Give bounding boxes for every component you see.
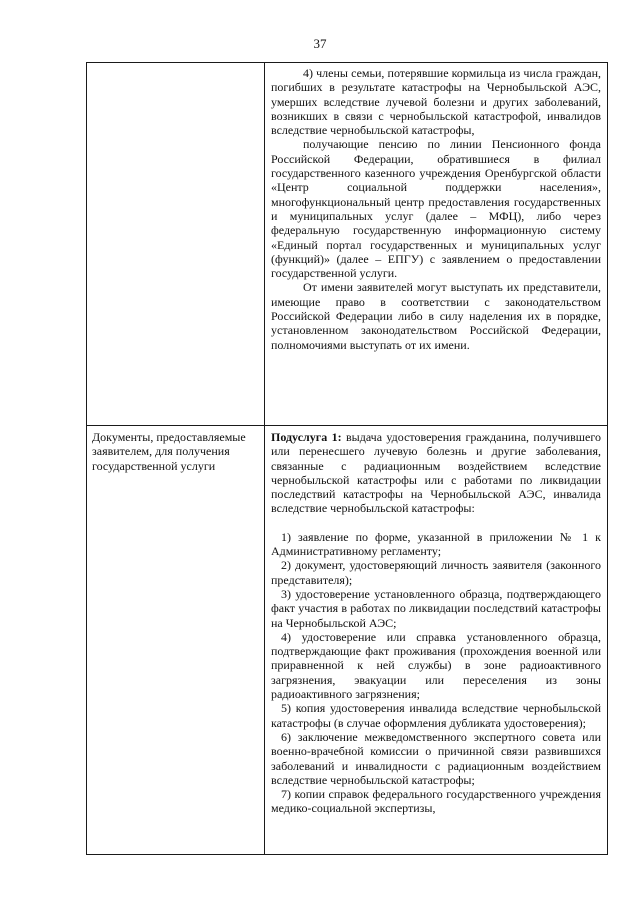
subservice-heading	[271, 430, 601, 516]
list-item: 1) заявление по форме, указанной в приложении № 1 к Административному регламенту;	[271, 529, 601, 559]
subservice-label: Подуслуга 1:	[271, 430, 342, 444]
representatives-paragraph: От имени заявителей могут выступать их представители, имеющие право в соответствии с законодательством Российской Федерации либо в силу наделения их в порядке, установленном законодательством Российской Федерации, полномочиями выступать от их имени.	[271, 280, 601, 352]
list-item: 2) документ, удостоверяющий личность заявителя (законного представителя);	[271, 558, 601, 587]
table-row	[87, 426, 608, 855]
page-number: 37	[313, 36, 327, 51]
applicants-paragraph: 4) члены семьи, потерявшие кормильца из числа граждан, погибших в результате катастрофы на Чернобыльской АЭС, умерших вследствие лучевой болезни и других заболеваний, возникших в связи с чернобыльской катастрофой, инвалидов вследствие чернобыльской катастрофы,	[271, 66, 601, 138]
list-item: 4) удостоверение или справка установленного образца, подтверждающие факт проживания (прохождения военной или приравненной к ней службы) в зоне радиоактивного загрязнения, эвакуации или переселения из зоны радиоактивного загрязнения;	[271, 629, 601, 702]
regulation-table	[86, 62, 608, 855]
list-item: 5) копия удостоверения инвалида вследствие чернобыльской катастрофы (в случае оформления дубликата удостоверения);	[271, 701, 601, 730]
documents-label: Документы, предоставляемые заявителем, для получения государственной услуги	[87, 426, 265, 855]
table-row	[87, 63, 608, 426]
row1-left-cell	[87, 63, 265, 426]
list-item: 7) копии справок федерального государственного учреждения медико-социальной экспертизы,	[271, 787, 601, 816]
list-item: 6) заключение межведомственного экспертного совета или военно-врачебной комиссии о причинной связи развившихся заболеваний и инвалидности с радиационным воздействием вследствие чернобыльской катастрофы;	[271, 729, 601, 787]
row2-right-cell	[265, 426, 608, 855]
row1-right-cell	[265, 63, 608, 426]
subservice-text: выдача удостоверения гражданина, получившего или перенесшего лучевую болезнь и другие заболевания, связанные с радиационным воздействием вследствие чернобыльской катастрофы или с работами по ликвидации последствий катастрофы на Чернобыльской АЭС, инвалида вследствие чернобыльской катастрофы:	[271, 430, 601, 516]
list-item: 3) удостоверение установленного образца, подтверждающего факт участия в работах по ликвидации последствий катастрофы на Чернобыльской АЭС;	[271, 586, 601, 630]
applicants-paragraph: получающие пенсию по линии Пенсионного фонда Российской Федерации, обратившиеся в филиал государственного казенного учреждения Оренбургской области «Центр социальной поддержки населения», многофункциональный центр предоставления государственных и муниципальных услуг (далее – МФЦ), либо через федеральную государственную информационную систему «Единый портал государственных и муниципальных услуг (функций)» (далее – ЕПГУ) с заявлением о предоставлении государственной услуги.	[271, 137, 601, 281]
